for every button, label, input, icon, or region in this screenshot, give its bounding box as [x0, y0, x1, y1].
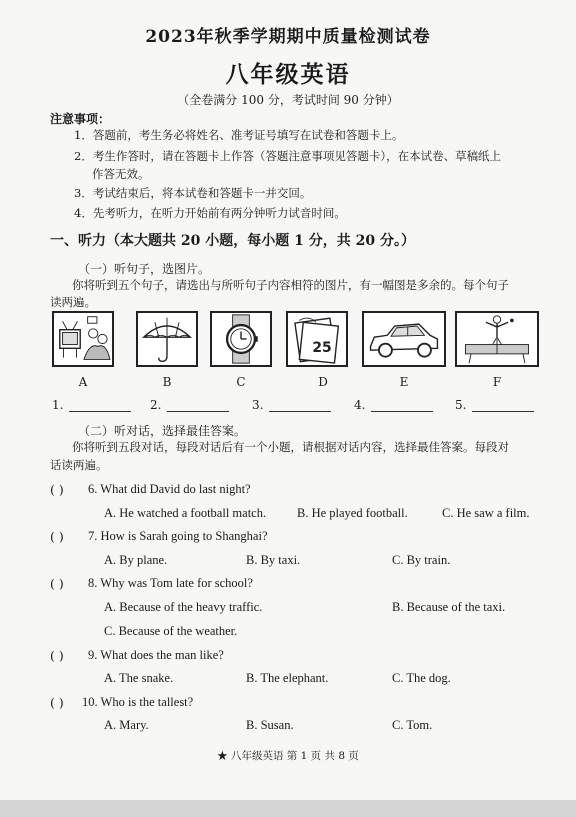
option: C. Tom.	[392, 718, 433, 732]
notice-item: 4．先考听力，在听力开始前有两分钟听力试音时间。	[74, 206, 346, 220]
option: A. By plane.	[104, 553, 168, 567]
part1-instruction-cont: 读两遍。	[50, 295, 96, 309]
exam-info: （全卷满分 100 分，考试时间 90 分钟）	[177, 93, 399, 107]
option: A. The snake.	[104, 671, 174, 685]
part1-instruction: 你将听到五个句子，请选出与所听句子内容相符的图片，有一幅图是多余的。每个句子	[72, 278, 509, 292]
question-text: 7. How is Sarah going to Shanghai?	[88, 529, 268, 543]
option: B. Susan.	[246, 718, 294, 732]
picture-c	[210, 311, 272, 367]
picture-b	[136, 311, 198, 367]
ping-pong-icon	[457, 313, 537, 365]
option: C. By train.	[392, 553, 451, 567]
umbrella-icon	[138, 313, 196, 365]
option: B. He played football.	[297, 506, 408, 520]
watching-tv-icon	[54, 313, 112, 365]
option: A. Because of the heavy traffic.	[104, 600, 263, 614]
part2-instruction-cont: 话读两遍。	[50, 458, 108, 472]
answer-parenthesis[interactable]: ( )	[50, 529, 64, 544]
part2-heading: （二）听对话，选择最佳答案。	[78, 424, 247, 438]
answer-blank[interactable]: 1.	[52, 398, 131, 412]
answer-blank[interactable]: 5.	[455, 398, 534, 412]
option: A. He watched a football match.	[104, 506, 267, 520]
viewer-bottom-bar	[0, 800, 576, 817]
picture-d	[286, 311, 348, 367]
calendar-date: 25	[312, 340, 332, 356]
answer-parenthesis[interactable]: ( )	[50, 482, 64, 497]
part1-heading: （一）听句子，选图片。	[78, 262, 211, 276]
option: C. Because of the weather.	[104, 624, 238, 638]
page-footer: ★ 八年级英语 第 1 页 共 8 页	[217, 750, 359, 762]
notice-item: 1．答题前，考生务必将姓名、准考证号填写在试卷和答题卡上。	[74, 128, 404, 142]
watch-icon	[212, 313, 270, 365]
picture-e	[362, 311, 446, 367]
picture-a	[52, 311, 114, 367]
section-heading-listening: 一、听力（本大题共 20 小题，每小题 1 分，共 20 分。）	[50, 233, 415, 249]
option: A. Mary.	[104, 718, 149, 732]
option: B. By taxi.	[246, 553, 301, 567]
option: B. Because of the taxi.	[392, 600, 506, 614]
picture-label: E	[399, 375, 409, 389]
answer-parenthesis[interactable]: ( )	[50, 695, 64, 710]
notice-item: 2．考生作答时，请在答题卡上作答（答题注意事项见答题卡），在本试卷、草稿纸上	[74, 149, 502, 163]
notice-heading: 注意事项：	[50, 112, 111, 126]
question-text: 6. What did David do last night?	[88, 482, 251, 496]
notice-item-continued: 作答无效。	[92, 167, 150, 181]
answer-blank[interactable]: 3.	[252, 398, 331, 412]
picture-label: C	[236, 375, 246, 389]
part2-instruction: 你将听到五段对话，每段对话后有一个小题，请根据对话内容，选择最佳答案。每段对	[72, 440, 509, 454]
answer-parenthesis[interactable]: ( )	[50, 576, 64, 591]
question-text: 8. Why was Tom late for school?	[88, 576, 253, 590]
calendar-icon	[288, 313, 346, 365]
picture-label: B	[162, 375, 172, 389]
option: B. The elephant.	[246, 671, 329, 685]
picture-f	[455, 311, 539, 367]
answer-blank[interactable]: 4.	[354, 398, 433, 412]
car-icon	[364, 313, 444, 365]
picture-label: A	[78, 375, 88, 389]
exam-title: 2023年秋季学期期中质量检测试卷	[145, 27, 431, 47]
answer-parenthesis[interactable]: ( )	[50, 648, 64, 663]
option: C. The dog.	[392, 671, 451, 685]
picture-label: D	[318, 375, 328, 389]
picture-label: F	[492, 375, 502, 389]
option: C. He saw a film.	[442, 506, 530, 520]
question-text: 9. What does the man like?	[88, 648, 224, 662]
notice-item: 3．考试结束后，将本试卷和答题卡一并交回。	[74, 186, 312, 200]
subject-title: 八年级英语	[225, 61, 351, 88]
answer-blank[interactable]: 2.	[150, 398, 229, 412]
question-text: 10. Who is the tallest?	[82, 695, 194, 709]
